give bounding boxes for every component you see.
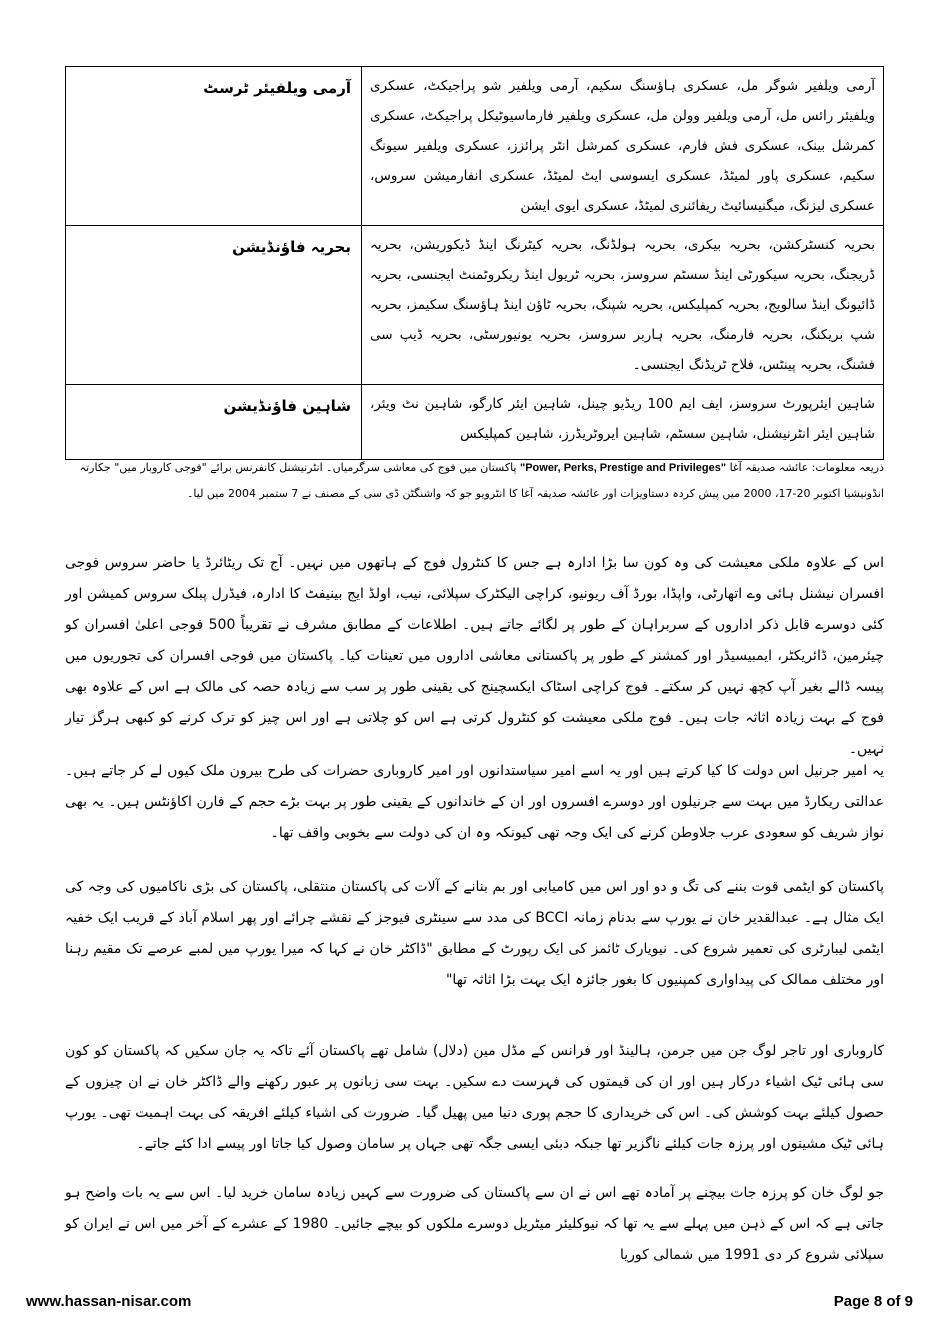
table-row	[66, 67, 884, 226]
page-number: Page 8 of 9	[833, 1293, 913, 1310]
paragraph: یہ امیر جرنیل اس دولت کا کیا کرتے ہیں اور یہ اسے امیر سیاستدانوں اور امیر کاروباری حضرات کی طرح بیرون ملک کیوں لے کر جاتے ہیں۔ عدالتی ریکارڈ میں بہت سے جرنیلوں اور دوسرے افسروں اور ان کے خاندانوں کے یقینی طور پر بہت بڑے حجم کے فارن اکاؤنٹس ہیں۔ یہ بھی نواز شریف کو سعودی عرب جلاوطن کرنے کی ایک وجہ تھی کیونکہ وہ ان کی دولت سے بخوبی واقف تھا۔	[65, 763, 884, 841]
organization-businesses: آرمی ویلفیر شوگر مل، عسکری ہاؤسنگ سکیم، آرمی ویلفیر شو پراجیکٹ، عسکری ویلفیئر رائس مل، آرمی ویلفیر وولن مل، عسکری ویلفیر فارماسیوٹیکل پراجیکٹ، عسکری کمرشل بینک، عسکری فش فارم، عسکری کمرشل انٹر پرائزز، عسکری ویلفیر سیونگ سکیم، عسکری پاور لمیٹڈ، عسکری ایسوسی ایٹ لمیٹڈ، عسکری انفارمیشن سروس، عسکری لیزنگ، میگنیسائیٹ ریفائنری لمیٹڈ، عسکری ایوی ایشن	[362, 67, 884, 226]
source-prefix: ذریعہ معلومات: عائشہ صدیقہ آغا	[729, 461, 884, 474]
source-english-title: "Power, Perks, Prestige and Privileges"	[519, 462, 727, 474]
paragraph: اس کے علاوہ ملکی معیشت کی وہ کون سا بڑا ادارہ ہے جس کا کنٹرول فوج کے ہاتھوں میں نہیں۔ آج تک ریٹائرڈ یا حاضر سروس فوجی افسران نیشنل ہائی وے اتھارٹی، واپڈا، بورڈ آف ریونیو، کراچی الیکٹرک سپلائی، نیب، اولڈ ایج بینیفٹ کا ادارہ، فیڈرل پبلک سروس کمیشن اور کئی دوسرے قابل ذکر اداروں کے سربراہان کے طور پر لگائے جاتے ہیں۔ اطلاعات کے مطابق مشرف نے تقریباً 500 فوجی اعلیٰ افسران کو چیئرمین، ڈائریکٹر، ایمبیسیڈر اور کمشنر کے طور پر پاکستانی معاشی اداروں میں تعینات کیا۔ پاکستان میں فوجی افسران کی تجوریوں میں پیسہ ڈالے بغیر آپ کچھ نہیں کر سکتے۔ فوج کراچی اسٹاک ایکسچینج کی یقینی طور پر سب سے زیادہ حصہ کی مالک ہے اس کے علاوہ بھی فوج کے بہت زیادہ اثاثہ جات ہیں۔ فوج ملکی معیشت کو کنٹرول کرتی ہے اس کو چلاتی ہے اور اس چیز کو ترک کرنے کو کبھی ہرگز تیار نہیں۔	[65, 555, 885, 757]
table-row	[66, 226, 884, 385]
organization-businesses: شاہین ایئرپورٹ سروسز، ایف ایم 100 ریڈیو چینل، شاہین ایئر کارگو، شاہین نٹ ویئر، شاہین ایئر انٹرنیشنل، شاہین سسٹم، شاہین ایروٹریڈرز، شاہین کمپلیکس	[362, 385, 884, 460]
paragraph: پاکستان کو ایٹمی قوت بننے کی تگ و دو اور اس میں کامیابی اور بم بنانے کے آلات کی پاکستان منتقلی، پاکستان کی بڑی ناکامیوں کی وجہ کی ایک مثال ہے۔ عبدالقدیر خان نے یورپ سے بدنام زمانہ BCCI کی مدد سے سینٹری فیوجز کے نقشے چرائے اور پھر اسلام آباد کے قریب ایک خفیہ ایٹمی لیبارٹری کی تعمیر شروع کی۔ نیویارک ٹائمز کی ایک رپورٹ کے مطابق "ڈاکٹر خان نے کہا کہ میرا یورپ میں لمبے عرصے تک مقیم رہنا اور مختلف ممالک کی پیداواری کمپنیوں کا بغور جائزہ ایک بہت بڑا اثاثہ تھا"	[65, 879, 884, 988]
organization-name: بحریہ فاؤنڈیشن	[66, 226, 362, 385]
source-details: پاکستان میں فوج کی معاشی سرگرمیاں۔ انٹرنیشنل کانفرنس برائے "فوجی کاروبار میں" جکارتہ انڈونیشیا اکتوبر 20-17، 2000 میں پیش کردہ دستاویزات اور عائشہ صدیقہ آغا کا انٹرویو جو کہ واشنگٹن ڈی سی کے مصنف نے 7 ستمبر 2004 میں لیا۔	[79, 461, 884, 500]
organizations-table	[65, 66, 884, 460]
organization-businesses: بحریہ کنسٹرکشن، بحریہ بیکری، بحریہ ہولڈنگ، بحریہ کیٹرنگ اینڈ ڈیکوریشن، بحریہ ڈریجنگ، بحریہ سیکورٹی اینڈ سسٹم سروسز، بحریہ ٹریول اینڈ ریکروٹمنٹ ایجنسی، بحریہ ڈائیونگ اینڈ سالویج، بحریہ کمپلیکس، بحریہ شپنگ، بحریہ ٹاؤن اینڈ ہاؤسنگ سکیمز، بحریہ شپ بریکنگ، بحریہ فارمنگ، بحریہ ہاربر سروسز، بحریہ یونیورسٹی، بحریہ ڈیپ سی فشنگ، بحریہ پینٹس، فلاح ٹریڈنگ ایجنسی۔	[362, 226, 884, 385]
organization-name: شاہین فاؤنڈیشن	[66, 385, 362, 460]
organization-name: آرمی ویلفیئر ٹرسٹ	[66, 67, 362, 226]
paragraph: جو لوگ خان کو پرزہ جات بیچنے پر آمادہ تھے اس نے ان سے پاکستان کی ضرورت سے کہیں زیادہ سامان خرید لیا۔ اس سے یہ بات واضح ہو جاتی ہے کہ اس کے ذہن میں پہلے سے یہ تھا کہ نیوکلیئر میٹریل دوسرے ملکوں کو بیچے جائیں۔ 1980 کے عشرے کے آخر میں اس نے ایران کو سپلائی شروع کر دی 1991 میں شمالی کوریا	[65, 1185, 884, 1263]
source-citation	[65, 455, 884, 507]
website-footer: www.hassan-nisar.com	[26, 1293, 192, 1310]
paragraph: کاروباری اور تاجر لوگ جن میں جرمن، ہالینڈ اور فرانس کے مڈل مین (دلال) شامل تھے پاکستان آئے تاکہ یہ جان سکیں کہ پاکستان کو کون سی ہائی ٹیک اشیاء درکار ہیں اور ان کی قیمتوں کی فہرست دے سکیں۔ بہت سی زبانوں پر عبور رکھنے والے ڈاکٹر خان نے ان چیزوں کے حصول کیلئے بہت کوشش کی۔ اس کی خریداری کا حجم پوری دنیا میں پھیل گیا۔ ضرورت کی اشیاء کیلئے افریقہ کی بہت اہمیت تھی۔ یورپ ہائی ٹیک مشینوں اور پرزہ جات کیلئے ناگزیر تھا جبکہ دبئی ایسی جگہ تھی جہاں پر سامان وصول کیا جاتا اور پیسے ادا کئے جاتے۔	[65, 1043, 884, 1152]
table-row	[66, 385, 884, 460]
